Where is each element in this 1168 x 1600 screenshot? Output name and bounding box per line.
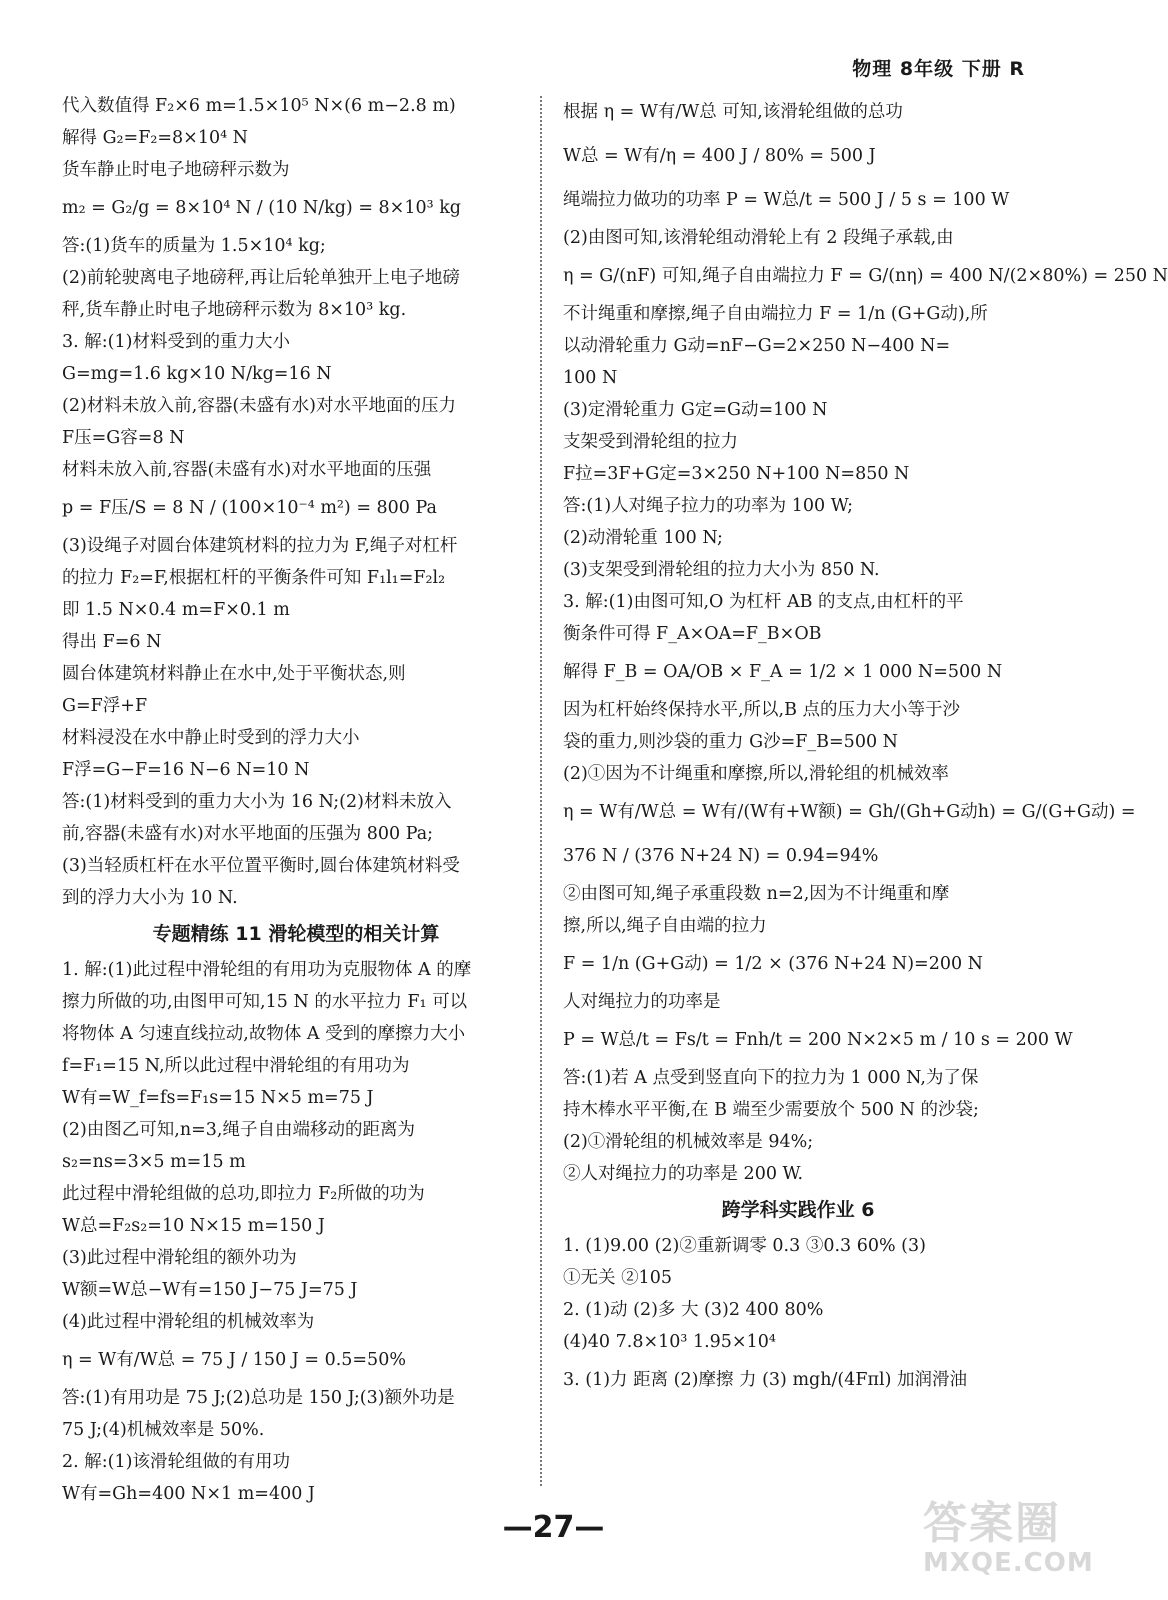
- text-line: 持木棒水平平衡,在 B 端至少需要放个 500 N 的沙袋;: [563, 1100, 979, 1120]
- text-line: ②由图可知,绳子承重段数 n=2,因为不计绳重和摩: [563, 884, 950, 904]
- text-line: (2)①滑轮组的机械效率是 94%;: [563, 1132, 814, 1152]
- text-line: 2. 解:(1)该滑轮组做的有用功: [62, 1452, 290, 1472]
- text-line: F = 1/n (G+G动) = 1/2 × (376 N+24 N)=200 N: [563, 954, 983, 974]
- page-header: 物理 8年级 下册 R: [852, 58, 1025, 80]
- text-line: f=F₁=15 N,所以此过程中滑轮组的有用功为: [62, 1056, 410, 1076]
- text-line: 前,容器(未盛有水)对水平地面的压强为 800 Pa;: [62, 824, 434, 844]
- text-line: 将物体 A 匀速直线拉动,故物体 A 受到的摩擦力大小: [62, 1024, 466, 1044]
- text-line: W有=Gh=400 N×1 m=400 J: [62, 1484, 315, 1504]
- text-line: W总 = W有/η = 400 J / 80% = 500 J: [563, 146, 876, 166]
- text-line: 3. 解:(1)材料受到的重力大小: [62, 332, 290, 352]
- text-line: 绳端拉力做功的功率 P = W总/t = 500 J / 5 s = 100 W: [563, 190, 1010, 210]
- text-line: F浮=G−F=16 N−6 N=10 N: [62, 760, 310, 780]
- text-line: 人对绳拉力的功率是: [563, 992, 721, 1012]
- text-line: 解得 G₂=F₂=8×10⁴ N: [62, 128, 248, 148]
- text-line: (3)支架受到滑轮组的拉力大小为 850 N.: [563, 560, 880, 580]
- text-line: η = W有/W总 = W有/(W有+W额) = Gh/(Gh+G动h) = G/(G+G动) =: [563, 802, 1136, 822]
- text-line: (2)材料未放入前,容器(未盛有水)对水平地面的压力: [62, 396, 457, 416]
- text-line: 根据 η = W有/W总 可知,该滑轮组做的总功: [563, 102, 903, 122]
- text-line: 支架受到滑轮组的拉力: [563, 432, 738, 452]
- text-line: (3)设绳子对圆台体建筑材料的拉力为 F,绳子对杠杆: [62, 536, 458, 556]
- column-divider: [540, 96, 542, 1486]
- text-line: 擦力所做的功,由图甲可知,15 N 的水平拉力 F₁ 可以: [62, 992, 468, 1012]
- text-line: ①无关 ②105: [563, 1268, 672, 1288]
- text-line: 圆台体建筑材料静止在水中,处于平衡状态,则: [62, 664, 406, 684]
- section-heading: 专题精练 11 滑轮模型的相关计算: [152, 923, 440, 945]
- text-line: G=mg=1.6 kg×10 N/kg=16 N: [62, 364, 332, 384]
- text-line: 到的浮力大小为 10 N.: [62, 888, 238, 908]
- text-line: (4)40 7.8×10³ 1.95×10⁴: [563, 1332, 776, 1352]
- text-line: 答:(1)材料受到的重力大小为 16 N;(2)材料未放入: [62, 792, 452, 812]
- text-line: (2)动滑轮重 100 N;: [563, 528, 723, 548]
- text-line: 此过程中滑轮组做的总功,即拉力 F₂所做的功为: [62, 1184, 425, 1204]
- watermark-title: 答案圈: [923, 1498, 1061, 1549]
- text-line: P = W总/t = Fs/t = Fnh/t = 200 N×2×5 m / 10 s = 200 W: [563, 1030, 1073, 1050]
- text-line: F拉=3F+G定=3×250 N+100 N=850 N: [563, 464, 910, 484]
- text-line: 秤,货车静止时电子地磅秤示数为 8×10³ kg.: [62, 300, 407, 320]
- text-line: 以动滑轮重力 G动=nF−G=2×250 N−400 N=: [563, 336, 951, 356]
- text-line: 的拉力 F₂=F,根据杠杆的平衡条件可知 F₁l₁=F₂l₂: [62, 568, 446, 588]
- text-line: W额=W总−W有=150 J−75 J=75 J: [62, 1280, 358, 1300]
- text-line: ②人对绳拉力的功率是 200 W.: [563, 1164, 804, 1184]
- text-line: (3)当轻质杠杆在水平位置平衡时,圆台体建筑材料受: [62, 856, 460, 876]
- text-line: 2. (1)动 (2)多 大 (3)2 400 80%: [563, 1300, 824, 1320]
- text-line: 1. (1)9.00 (2)②重新调零 0.3 ③0.3 60% (3): [563, 1236, 926, 1256]
- text-line: 擦,所以,绳子自由端的拉力: [563, 916, 767, 936]
- text-line: p = F压/S = 8 N / (100×10⁻⁴ m²) = 800 Pa: [62, 498, 437, 518]
- text-line: (2)前轮驶离电子地磅秤,再让后轮单独开上电子地磅: [62, 268, 460, 288]
- watermark-url: MXQE.COM: [923, 1548, 1094, 1578]
- page-number: —27—: [502, 1510, 605, 1545]
- text-line: 货车静止时电子地磅秤示数为: [62, 160, 290, 180]
- text-line: 3. 解:(1)由图可知,O 为杠杆 AB 的支点,由杠杆的平: [563, 592, 964, 612]
- text-line: 答:(1)若 A 点受到竖直向下的拉力为 1 000 N,为了保: [563, 1068, 979, 1088]
- text-line: G=F浮+F: [62, 696, 148, 716]
- text-line: 不计绳重和摩擦,绳子自由端拉力 F = 1/n (G+G动),所: [563, 304, 988, 324]
- text-line: 材料浸没在水中静止时受到的浮力大小: [62, 728, 360, 748]
- text-line: η = W有/W总 = 75 J / 150 J = 0.5=50%: [62, 1350, 406, 1370]
- text-line: 答:(1)货车的质量为 1.5×10⁴ kg;: [62, 236, 326, 256]
- text-line: m₂ = G₂/g = 8×10⁴ N / (10 N/kg) = 8×10³ kg: [62, 198, 461, 218]
- text-line: (2)由图可知,该滑轮组动滑轮上有 2 段绳子承载,由: [563, 228, 954, 248]
- text-line: 100 N: [563, 368, 618, 388]
- text-line: 75 J;(4)机械效率是 50%.: [62, 1420, 265, 1440]
- text-line: 因为杠杆始终保持水平,所以,B 点的压力大小等于沙: [563, 700, 961, 720]
- text-line: 袋的重力,则沙袋的重力 G沙=F_B=500 N: [563, 732, 898, 752]
- text-line: 答:(1)人对绳子拉力的功率为 100 W;: [563, 496, 854, 516]
- text-line: s₂=ns=3×5 m=15 m: [62, 1152, 246, 1172]
- right-column: [563, 90, 1168, 1402]
- text-line: 衡条件可得 F_A×OA=F_B×OB: [563, 624, 822, 644]
- text-line: 答:(1)有用功是 75 J;(2)总功是 150 J;(3)额外功是: [62, 1388, 455, 1408]
- text-line: (2)①因为不计绳重和摩擦,所以,滑轮组的机械效率: [563, 764, 949, 784]
- text-line: 3. (1)力 距离 (2)摩擦 力 (3) mgh/(4Fπl) 加润滑油: [563, 1370, 967, 1390]
- text-line: 376 N / (376 N+24 N) = 0.94=94%: [563, 846, 879, 866]
- text-line: (4)此过程中滑轮组的机械效率为: [62, 1312, 315, 1332]
- text-line: η = G/(nF) 可知,绳子自由端拉力 F = G/(nη) = 400 N/(2×80%) = 250 N: [563, 266, 1168, 286]
- text-line: W总=F₂s₂=10 N×15 m=150 J: [62, 1216, 325, 1236]
- text-line: 1. 解:(1)此过程中滑轮组的有用功为克服物体 A 的摩: [62, 960, 472, 980]
- text-line: 材料未放入前,容器(未盛有水)对水平地面的压强: [62, 460, 432, 480]
- left-column: [62, 90, 530, 1510]
- watermark-logo: [923, 1500, 1093, 1590]
- section-heading: 跨学科实践作业 6: [721, 1199, 875, 1221]
- text-line: (3)此过程中滑轮组的额外功为: [62, 1248, 297, 1268]
- text-line: F压=G容=8 N: [62, 428, 185, 448]
- text-line: W有=W_f=fs=F₁s=15 N×5 m=75 J: [62, 1088, 374, 1108]
- text-line: 得出 F=6 N: [62, 632, 162, 652]
- text-line: 代入数值得 F₂×6 m=1.5×10⁵ N×(6 m−2.8 m): [62, 96, 456, 116]
- text-line: 即 1.5 N×0.4 m=F×0.1 m: [62, 600, 290, 620]
- text-line: (2)由图乙可知,n=3,绳子自由端移动的距离为: [62, 1120, 415, 1140]
- text-line: (3)定滑轮重力 G定=G动=100 N: [563, 400, 828, 420]
- text-line: 解得 F_B = OA/OB × F_A = 1/2 × 1 000 N=500 N: [563, 662, 1003, 682]
